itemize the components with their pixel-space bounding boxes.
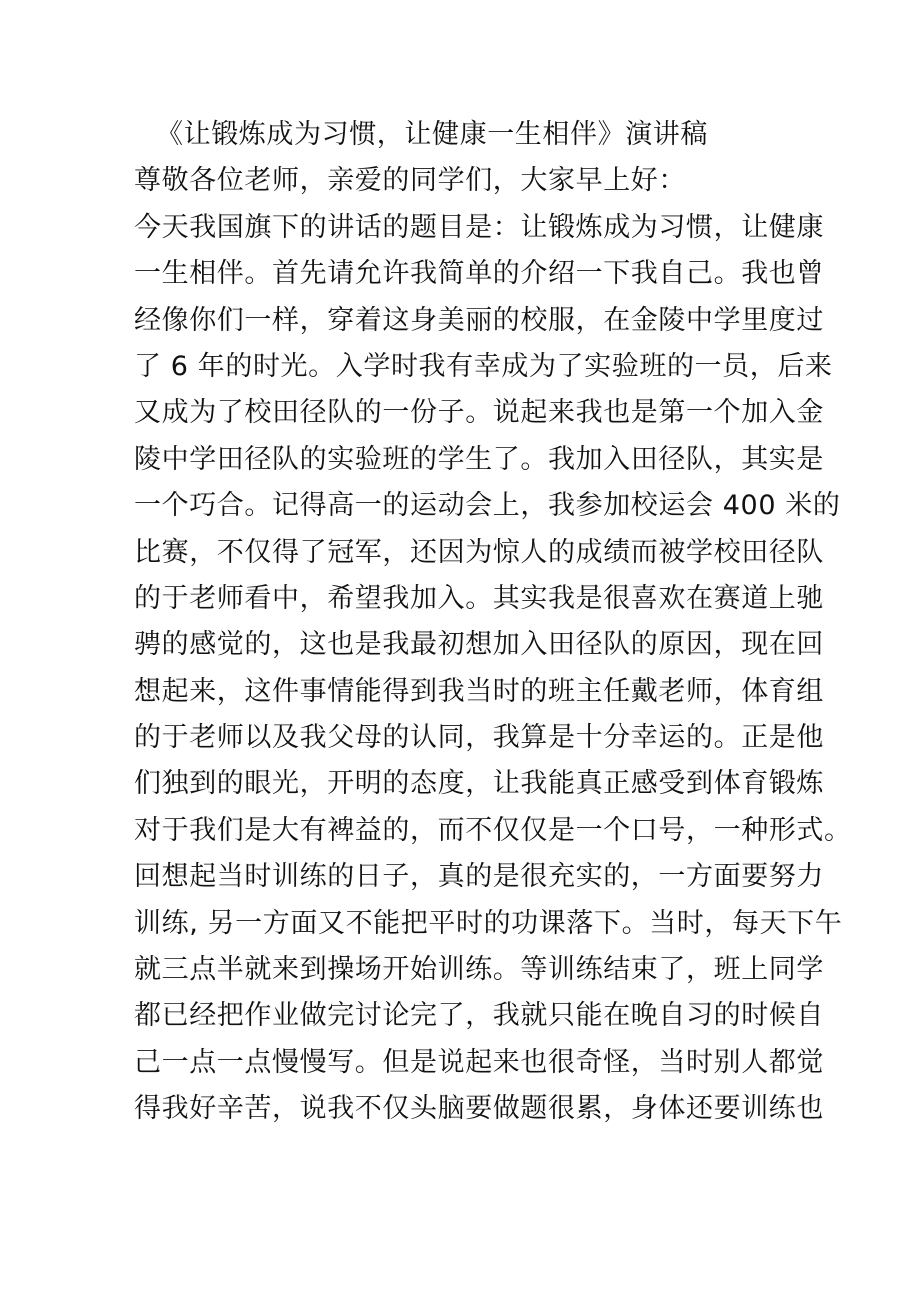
text-line-21: 得我好辛苦，说我不仅头脑要做题很累，身体还要训练也	[134, 1093, 824, 1125]
text-line-10: 的于老师看中，希望我加入。其实我是很喜欢在赛道上驰	[134, 582, 824, 614]
text-line-16: 回想起当时训练的日子，真的是很充实的，一方面要努力	[134, 861, 824, 893]
text-line-3: 一生相伴。首先请允许我简单的介绍一下我自己。我也曾	[134, 258, 824, 290]
text-line-17: 训练, 另一方面又不能把平时的功课落下。当时，每天下午	[134, 907, 843, 939]
text-line-20: 己一点一点慢慢写。但是说起来也很奇怪，当时别人都觉	[134, 1046, 824, 1078]
text-line-1: 尊敬各位老师，亲爱的同学们，大家早上好：	[134, 165, 686, 197]
text-line-12: 想起来，这件事情能得到我当时的班主任戴老师，体育组	[134, 675, 824, 707]
text-line-8: 一个巧合。记得高一的运动会上，我参加校运会 400 米的	[134, 490, 841, 522]
text-line-9: 比赛，不仅得了冠军，还因为惊人的成绩而被学校田径队	[134, 536, 824, 568]
text-line-18: 就三点半就来到操场开始训练。等训练结束了，班上同学	[134, 954, 824, 986]
text-line-6: 又成为了校田径队的一份子。说起来我也是第一个加入金	[134, 397, 824, 429]
document-title: 《让锻炼成为习惯，让健康一生相伴》演讲稿	[156, 119, 708, 150]
speech-text-block	[134, 112, 852, 1133]
text-line-13: 的于老师以及我父母的认同，我算是十分幸运的。正是他	[134, 722, 824, 754]
text-line-14: 们独到的眼光，开明的态度，让我能真正感受到体育锻炼	[134, 768, 824, 800]
text-line-5: 了 6 年的时光。入学时我有幸成为了实验班的一员，后来	[134, 350, 833, 382]
text-line-15: 对于我们是大有裨益的，而不仅仅是一个口号，一种形式。	[134, 814, 852, 846]
text-line-2: 今天我国旗下的讲话的题目是：让锻炼成为习惯，让健康	[134, 211, 824, 243]
text-line-4: 经像你们一样，穿着这身美丽的校服，在金陵中学里度过	[134, 304, 824, 336]
text-line-7: 陵中学田径队的实验班的学生了。我加入田径队，其实是	[134, 443, 824, 475]
text-line-11: 骋的感觉的，这也是我最初想加入田径队的原因，现在回	[134, 629, 824, 661]
text-line-19: 都已经把作业做完讨论完了，我就只能在晚自习的时候自	[134, 1000, 824, 1032]
